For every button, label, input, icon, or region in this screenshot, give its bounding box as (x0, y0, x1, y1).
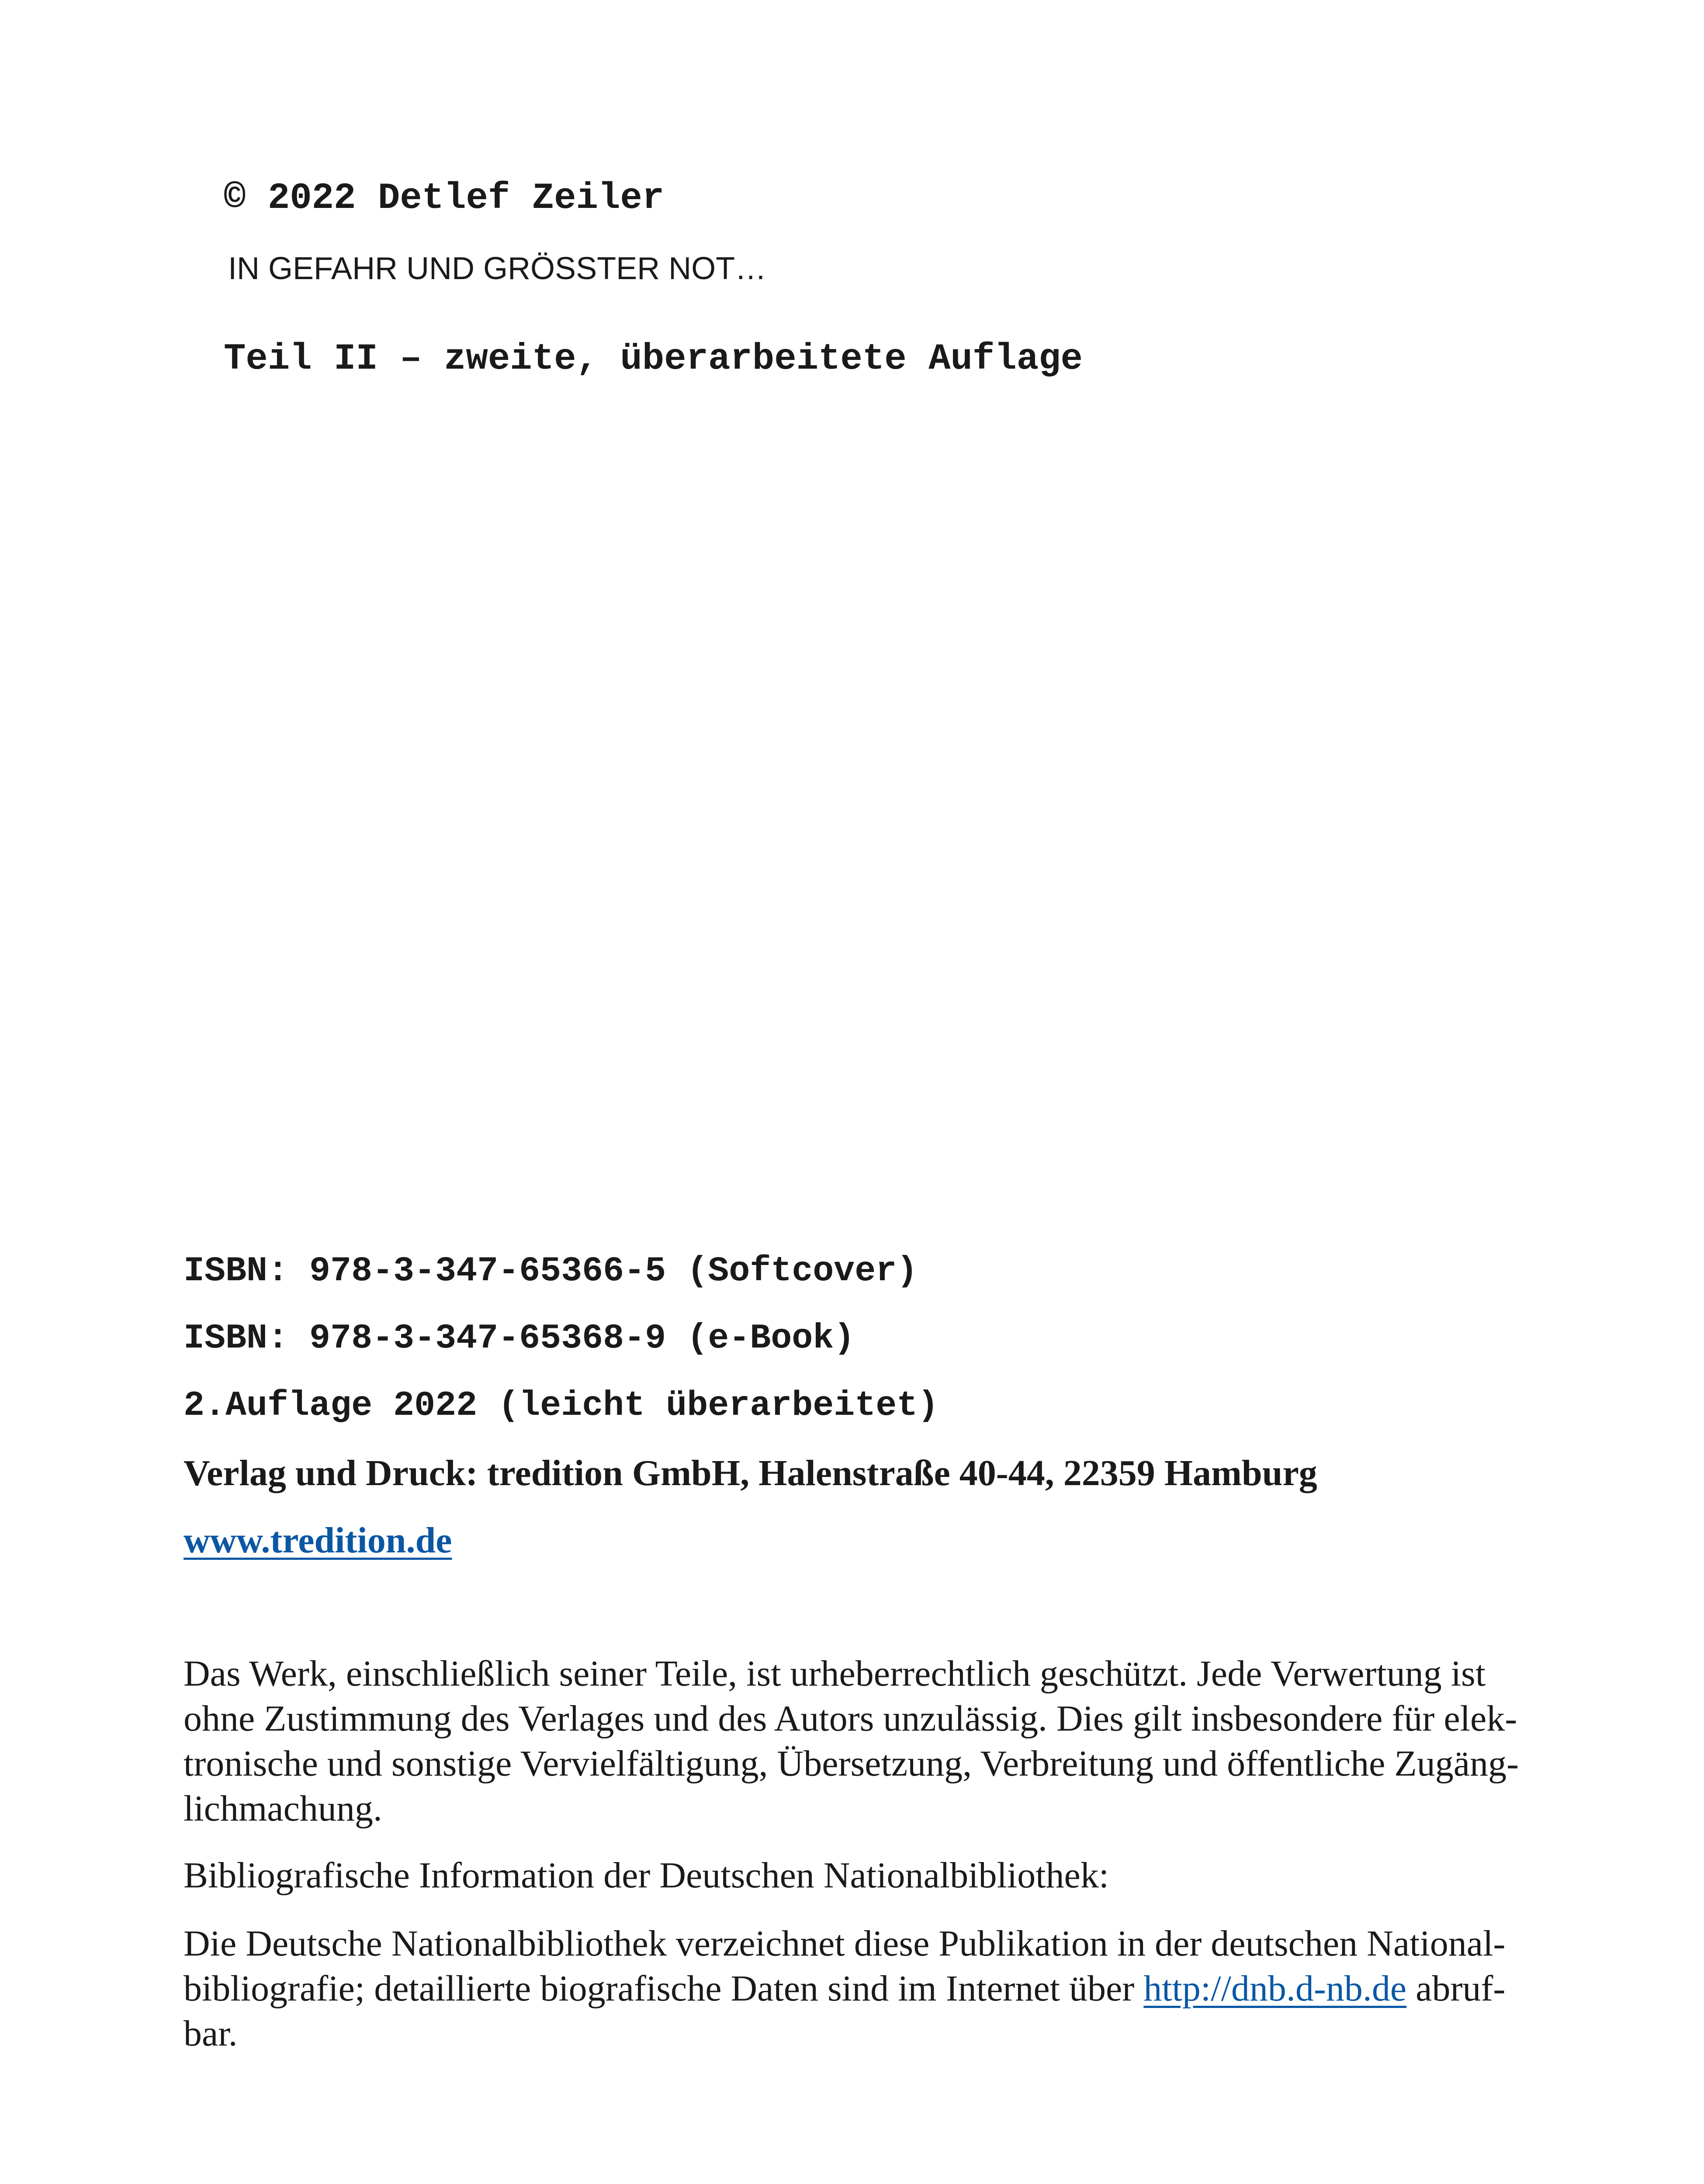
copyright-notice (184, 1651, 1538, 1831)
dnb-notice-line: bar. (184, 2013, 238, 2054)
publisher-website-link[interactable]: www.tredition.de (184, 1520, 452, 1561)
isbn-ebook: ISBN: 978-3-347-65368-9 (e-Book) (184, 1319, 855, 1358)
edition-year: 2.Auflage 2022 (leicht überarbeitet) (184, 1386, 939, 1426)
copyright-notice-line: ohne Zustimmung des Verlages und des Autors unzulässig. Dies gilt insbesondere für elek- (184, 1698, 1517, 1739)
copyright-notice-line: lichmachung. (184, 1788, 382, 1829)
edition-line: Teil II – zweite, überarbeitete Auflage (224, 339, 1083, 380)
dnb-link[interactable]: http://dnb.d-nb.de (1143, 1968, 1407, 2009)
dnb-notice (184, 1921, 1538, 2056)
publisher-address: Verlag und Druck: tredition GmbH, Halenstraße 40-44, 22359 Hamburg (184, 1453, 1317, 1493)
isbn-softcover: ISBN: 978-3-347-65366-5 (Softcover) (184, 1251, 918, 1291)
copyright-line: © 2022 Detlef Zeiler (224, 178, 665, 219)
book-title: IN GEFAHR UND GRÖSSTER NOT… (228, 251, 767, 286)
dnb-notice-text: abruf- (1406, 1968, 1506, 2009)
copyright-notice-line: tronische und sonstige Vervielfältigung, Übersetzung, Verbreitung und öffentliche Zugäng- (184, 1743, 1519, 1784)
dnb-heading: Bibliografische Information der Deutschen Nationalbibliothek: (184, 1855, 1109, 1896)
dnb-notice-line: Die Deutsche Nationalbibliothek verzeichnet diese Publikation in der deutschen National- (184, 1923, 1506, 1964)
dnb-notice-line (184, 1966, 1538, 2011)
copyright-notice-line: Das Werk, einschließlich seiner Teile, ist urheberrechtlich geschützt. Jede Verwertung ist (184, 1653, 1486, 1694)
dnb-notice-text: bibliografie; detaillierte biografische Daten sind im Internet über (184, 1968, 1144, 2009)
